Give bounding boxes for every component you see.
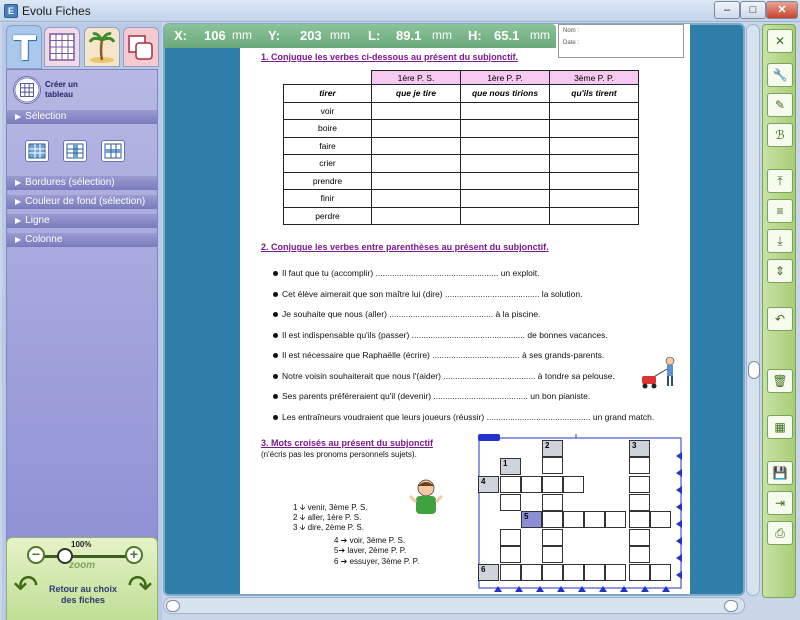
- tab-text-tool[interactable]: [6, 25, 42, 69]
- crossword-cell[interactable]: [500, 494, 521, 511]
- crossword-cell[interactable]: [542, 494, 563, 511]
- name-field-label: Nom :: [563, 28, 580, 34]
- vertical-scrollbar[interactable]: [746, 24, 760, 596]
- table-cell: qu'ils tirent: [550, 85, 639, 103]
- bullet-icon: [273, 271, 278, 276]
- clue-across: 5➔ laver, 2ème P. P.: [334, 546, 407, 555]
- clue-across: 4 ➔ voir, 3ème P. S.: [334, 536, 406, 545]
- crossword-cell[interactable]: [500, 546, 521, 563]
- table-row: [284, 102, 639, 120]
- section-selection[interactable]: ▶ Sélection: [7, 110, 157, 124]
- create-table-label: Créer un tableau: [45, 80, 78, 99]
- resize-handles-right[interactable]: [674, 452, 684, 588]
- verb-cell: perdre: [284, 207, 372, 225]
- zoom-percent: 100%: [71, 540, 92, 549]
- table-row: [284, 137, 639, 155]
- sentence-item: Je souhaite que nous (aller) ............................................ à la piscine.: [273, 309, 540, 319]
- save-icon[interactable]: 💾: [767, 461, 793, 485]
- section-expand-icon: ▶: [15, 197, 22, 206]
- align-middle-icon[interactable]: ≡: [767, 199, 793, 223]
- sentence-item: Les entraîneurs voudraient que leurs joueurs (réussir) ............................................ un grand match.: [273, 412, 654, 422]
- resize-handles-bottom[interactable]: [494, 584, 680, 594]
- crossword-cell[interactable]: [500, 529, 521, 546]
- verb-conjugation-table[interactable]: [283, 70, 639, 225]
- crossword-cell[interactable]: [521, 476, 542, 493]
- crossword-cell[interactable]: [542, 457, 563, 474]
- lawnmower-person-icon: [640, 356, 680, 392]
- crossword-cell[interactable]: [542, 529, 563, 546]
- align-bottom-icon[interactable]: ⤓: [767, 229, 793, 253]
- zoom-out-button[interactable]: −: [27, 546, 45, 564]
- create-table-icon: [13, 76, 41, 104]
- zoom-in-button[interactable]: +: [125, 546, 143, 564]
- horizontal-scrollbar[interactable]: [163, 597, 745, 614]
- paint-icon[interactable]: ✎: [767, 93, 793, 117]
- name-date-box: [558, 24, 684, 58]
- previous-arrow-icon[interactable]: ↶: [13, 570, 39, 603]
- verb-cell: crier: [284, 155, 372, 173]
- l-value: 89.1: [396, 28, 422, 43]
- next-arrow-icon[interactable]: ↷: [127, 570, 153, 603]
- section-expand-icon: ▶: [15, 216, 22, 225]
- crossword-cell[interactable]: [629, 494, 650, 511]
- bullet-icon: [273, 353, 278, 358]
- bullet-icon: [273, 312, 278, 317]
- section-background-color[interactable]: ▶ Couleur de fond (sélection): [7, 195, 157, 209]
- print-icon[interactable]: ⎙: [767, 521, 793, 545]
- bullet-icon: [273, 292, 278, 297]
- date-field-label: Date :: [563, 40, 580, 46]
- table-row: [284, 172, 639, 190]
- table-row: [284, 207, 639, 225]
- coordinates-bar: X: 106 mm Y: 203 mm L: 89.1 mm H: 65.1 mm: [164, 24, 556, 48]
- clue-down: 2 🡫 aller, 1ère P. S.: [293, 513, 362, 522]
- crossword-cell[interactable]: [584, 511, 605, 528]
- crossword-cell[interactable]: [542, 546, 563, 563]
- align-top-icon[interactable]: ⤒: [767, 169, 793, 193]
- select-table-button[interactable]: [25, 140, 49, 162]
- align-center-icon[interactable]: ⇕: [767, 259, 793, 283]
- close-button[interactable]: ✕: [766, 1, 798, 19]
- crossword-cell-2[interactable]: 2: [542, 440, 563, 457]
- select-column-button[interactable]: [63, 140, 87, 162]
- sentence-item: Il est nécessaire que Raphaëlle (écrire) ..................................... à ses grands-parents.: [273, 350, 604, 360]
- table-cell: que nous tirions: [461, 85, 550, 103]
- select-all-icon: [26, 141, 48, 161]
- crossword-cell[interactable]: [629, 529, 650, 546]
- right-toolbar: [762, 24, 796, 598]
- exercise-1-title: 1. Conjugue les verbes ci-dessous au présent du subjonctif.: [261, 52, 519, 62]
- x-value: 106: [204, 28, 226, 43]
- app-icon: E: [4, 4, 18, 18]
- select-row-icon: [102, 141, 124, 161]
- crossword-cell-6[interactable]: 6: [478, 564, 499, 581]
- select-row-button[interactable]: [101, 140, 125, 162]
- crossword-cell[interactable]: [500, 564, 521, 581]
- table-col-header: 3ème P. P.: [550, 71, 639, 85]
- tab-table-tool[interactable]: [44, 27, 80, 67]
- crossword-cell[interactable]: [650, 564, 671, 581]
- verb-cell: voir: [284, 102, 372, 120]
- section-column[interactable]: ▶ Colonne: [7, 233, 157, 247]
- text-style-icon[interactable]: ℬ: [767, 123, 793, 147]
- crossword-cell[interactable]: [563, 511, 584, 528]
- table-row: [284, 155, 639, 173]
- section-expand-icon: ▶: [15, 112, 22, 121]
- bullet-icon: [273, 374, 278, 379]
- crossword-cell[interactable]: [650, 511, 671, 528]
- calculator-icon[interactable]: ▦: [767, 415, 793, 439]
- crossword-cell[interactable]: [629, 564, 650, 581]
- section-expand-icon: ▶: [15, 235, 22, 244]
- table-grid-icon: [45, 28, 79, 66]
- trash-icon[interactable]: 🗑: [767, 369, 793, 393]
- table-col-header: 1ère P. S.: [372, 71, 461, 85]
- select-column-icon: [64, 141, 86, 161]
- export-icon[interactable]: ⇥: [767, 491, 793, 515]
- section-expand-icon: ▶: [15, 178, 22, 187]
- crossword-cell[interactable]: [629, 546, 650, 563]
- exercise-3-title: 3. Mots croisés au présent du subjonctif: [261, 438, 434, 448]
- shapes-icon: [124, 28, 158, 66]
- crossword-cell[interactable]: [605, 564, 626, 581]
- crossword-cell[interactable]: [629, 457, 650, 474]
- tab-image-tool[interactable]: [84, 27, 120, 67]
- student-figure-icon: [406, 478, 446, 516]
- sentence-item: Notre voisin souhaiterait que nous l'(aider) ....................................... à tondre sa pelouse.: [273, 371, 615, 381]
- crossword-cell[interactable]: [563, 476, 584, 493]
- horizontal-scroll-thumb[interactable]: [166, 600, 180, 612]
- crossword-cell[interactable]: [605, 511, 626, 528]
- table-tools-panel: [6, 69, 158, 556]
- table-cell: que je tire: [372, 85, 461, 103]
- section-borders[interactable]: ▶ Bordures (sélection): [7, 176, 157, 190]
- bullet-icon: [273, 394, 278, 399]
- crossword-cell[interactable]: [500, 476, 521, 493]
- bullet-icon: [273, 415, 278, 420]
- exercise-2-title: 2. Conjugue les verbes entre parenthèses au présent du subjonctif.: [261, 242, 549, 252]
- left-panel: [2, 23, 162, 620]
- table-row: [284, 190, 639, 208]
- crossword-cell-3[interactable]: 3: [629, 440, 650, 457]
- crossword-cell[interactable]: [629, 511, 650, 528]
- tools-icon[interactable]: ✕: [767, 29, 793, 53]
- crossword-cell[interactable]: [584, 564, 605, 581]
- clue-down: 1 🡫 venir, 3ème P. S.: [293, 503, 368, 512]
- sentence-item: Il faut que tu (accomplir) .................................................... un exploit.: [273, 268, 539, 278]
- back-to-sheets-button[interactable]: Retour au choix des fiches: [48, 584, 117, 605]
- wrench-icon[interactable]: 🔧: [767, 63, 793, 87]
- bullet-icon: [273, 333, 278, 338]
- h-value: 65.1: [494, 28, 520, 43]
- window-title: Evolu Fiches: [22, 4, 91, 18]
- text-tool-icon: T: [13, 29, 37, 69]
- title-bar: [0, 0, 800, 22]
- section-row[interactable]: ▶ Ligne: [7, 214, 157, 228]
- verb-cell: prendre: [284, 172, 372, 190]
- palm-tree-icon: [85, 28, 119, 66]
- create-table-button[interactable]: [13, 76, 153, 108]
- zoom-label: zoom: [69, 560, 96, 571]
- verb-cell: boire: [284, 120, 372, 138]
- exercise-3-subtitle: (n'écris pas les pronoms personnels sujets).: [261, 450, 417, 459]
- verb-cell: finir: [284, 190, 372, 208]
- table-cell: tirer: [284, 85, 372, 103]
- crossword-cell[interactable]: [542, 564, 563, 581]
- crossword-cell-4[interactable]: 4: [478, 476, 499, 493]
- zoom-panel: [6, 537, 158, 620]
- minimize-button[interactable]: –: [714, 1, 740, 19]
- tab-shape-tool[interactable]: [123, 27, 159, 67]
- clue-down: 3 🡫 dire, 2ème P. S.: [293, 523, 364, 532]
- maximize-button[interactable]: □: [740, 1, 766, 19]
- crossword-cell[interactable]: [563, 564, 584, 581]
- verb-cell: faire: [284, 137, 372, 155]
- crossword-cell[interactable]: [542, 476, 563, 493]
- sentence-item: Il est indispensable qu'ils (passer) ................................................ de bonnes vacances.: [273, 330, 608, 340]
- sentence-item: Cet élève aimerait que son maître lui (dire) ........................................ la solution.: [273, 289, 582, 299]
- crossword-cell-5[interactable]: 5: [521, 511, 542, 528]
- crossword-cell-1[interactable]: 1: [500, 458, 521, 475]
- crossword-cell[interactable]: [542, 511, 563, 528]
- zoom-slider[interactable]: [43, 555, 127, 558]
- vertical-scroll-thumb[interactable]: [748, 361, 760, 379]
- horizontal-scroll-end[interactable]: [724, 600, 738, 612]
- table-col-header: 1ère P. P.: [461, 71, 550, 85]
- crossword-cell[interactable]: [629, 476, 650, 493]
- clue-across: 6 ➔ essuyer, 3ème P. P.: [334, 557, 420, 566]
- crossword-cell[interactable]: [521, 564, 542, 581]
- sentence-item: Ses parents préféreraient qu'il (devenir) ........................................ un bon pianiste.: [273, 391, 590, 401]
- y-value: 203: [300, 28, 322, 43]
- table-row: [284, 120, 639, 138]
- undo-icon[interactable]: ↶: [767, 307, 793, 331]
